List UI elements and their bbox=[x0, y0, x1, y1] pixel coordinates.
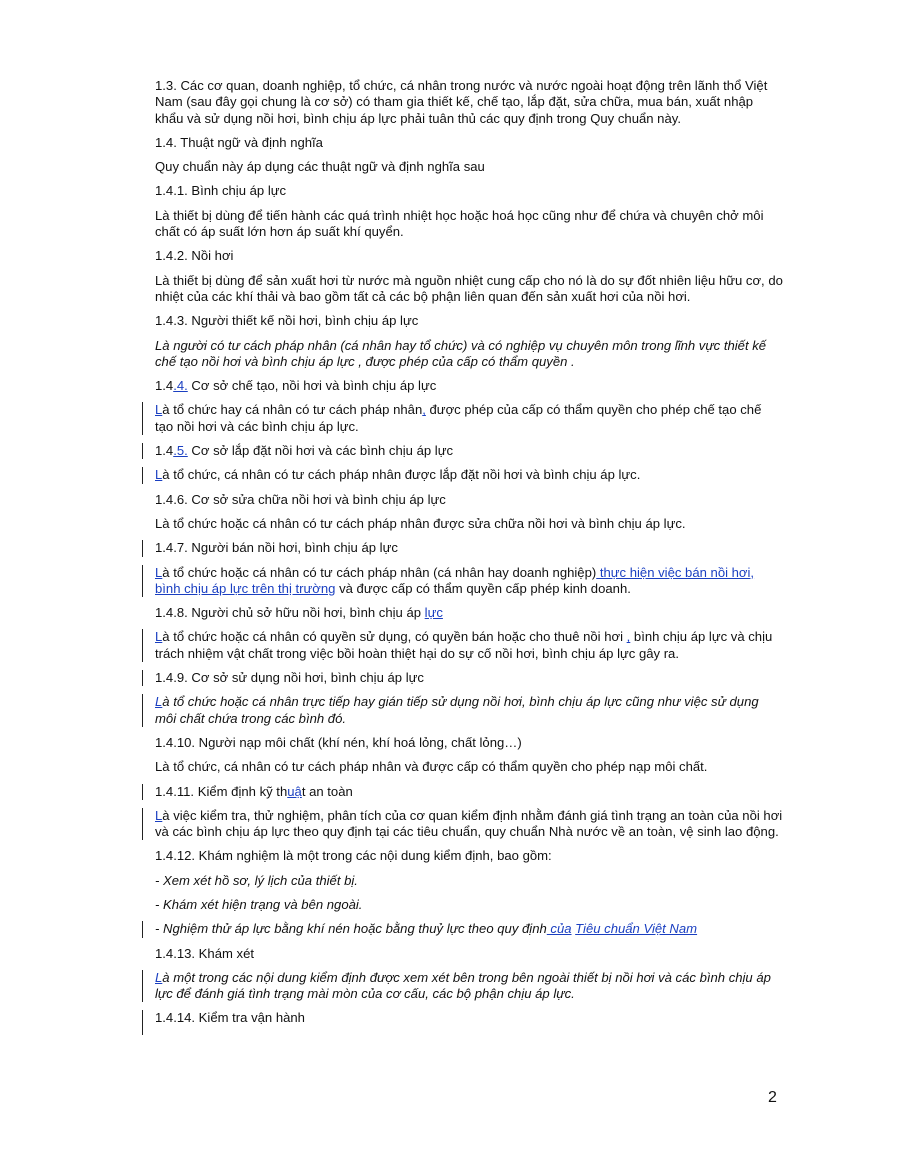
paragraph bbox=[155, 516, 783, 532]
text-run: 1.4.9. Cơ sở sử dụng nồi hơi, bình chịu áp lực bbox=[155, 670, 424, 686]
document-body bbox=[155, 78, 783, 1035]
tracked-insertion: L bbox=[155, 629, 163, 645]
paragraph bbox=[155, 848, 783, 864]
text-run: bình chịu áp lực và chịu trách nhiệm vật chất trong việc bồi hoàn thiệt hại do sự cố nồi hơi, bình chịu áp lực gây ra. bbox=[155, 629, 773, 661]
paragraph bbox=[155, 784, 783, 800]
revision-change-bar bbox=[142, 540, 143, 556]
paragraph bbox=[155, 1010, 783, 1026]
page-number: 2 bbox=[768, 1089, 777, 1106]
tracked-insertion: L bbox=[155, 467, 163, 483]
revision-change-bar bbox=[142, 402, 143, 435]
paragraph bbox=[155, 759, 783, 775]
paragraph bbox=[155, 159, 783, 175]
paragraph bbox=[155, 135, 783, 151]
paragraph bbox=[155, 273, 783, 306]
paragraph bbox=[155, 78, 783, 127]
text-run: à tổ chức hoặc cá nhân có tư cách pháp nhân (cá nhân hay doanh nghiệp) bbox=[162, 564, 597, 580]
text-run: Cơ sở lắp đặt nồi hơi và các bình chịu áp lực bbox=[187, 443, 454, 459]
paragraph bbox=[155, 313, 783, 329]
text-run: Là tổ chức hoặc cá nhân có tư cách pháp nhân được sửa chữa nồi hơi và bình chịu áp lực. bbox=[155, 515, 686, 531]
paragraph bbox=[155, 897, 783, 913]
revision-change-bar bbox=[142, 808, 143, 841]
revision-change-bar bbox=[142, 670, 143, 686]
revision-change-bar bbox=[142, 467, 143, 483]
text-run: Quy chuẩn này áp dụng các thuật ngữ và định nghĩa sau bbox=[155, 159, 485, 175]
text-run: 1.4.13. Khám xét bbox=[155, 945, 254, 961]
text-run: 1.4.12. Khám nghiệm là một trong các nội dung kiểm định, bao gồm: bbox=[155, 848, 552, 864]
paragraph bbox=[155, 808, 783, 841]
text-run: Là thiết bị dùng để sản xuất hơi từ nước mà nguồn nhiệt cung cấp cho nó là do sự đốt nhiên liệu hữu cơ, do nhiệt của các khí thải và bao gồm tất cả các bộ phận liên quan đến sản xuất hơi của nồi hơi. bbox=[155, 272, 783, 304]
text-run: 1.4.7. Người bán nồi hơi, bình chịu áp lực bbox=[155, 540, 398, 556]
tracked-insertion: L bbox=[155, 694, 163, 710]
paragraph bbox=[155, 565, 783, 598]
text-run: 1.4 bbox=[155, 378, 174, 394]
paragraph bbox=[155, 402, 783, 435]
text-run: 1.4. Thuật ngữ và định nghĩa bbox=[155, 134, 323, 150]
tracked-insertion: , bbox=[422, 402, 426, 418]
paragraph bbox=[155, 629, 783, 662]
tracked-insertion: thực hiện việc bán nồi hơi, bình chịu áp lực trên thị trường bbox=[155, 564, 755, 596]
text-run: à một trong các nội dung kiểm định được xem xét bên trong bên ngoài thiết bị nồi hơi và các bình chịu áp lực để đánh giá tình trạng mài mòn của cơ cấu, các bộ phận chịu áp lực. bbox=[155, 969, 771, 1002]
text-run: 1.4.6. Cơ sở sửa chữa nồi hơi và bình chịu áp lực bbox=[155, 491, 446, 507]
paragraph bbox=[155, 670, 783, 686]
tracked-insertion: Tiêu chuẩn Việt Nam bbox=[575, 921, 698, 937]
text-run: Là tổ chức, cá nhân có tư cách pháp nhân và được cấp có thẩm quyền cho phép nạp môi chất. bbox=[155, 759, 708, 775]
revision-change-bar bbox=[142, 784, 143, 800]
tracked-insertion: .4. bbox=[173, 378, 188, 394]
text-run: - Xem xét hồ sơ, lý lịch của thiết bị. bbox=[155, 872, 358, 888]
text-run: à tổ chức hoặc cá nhân trực tiếp hay gián tiếp sử dụng nồi hơi, bình chịu áp lực cũng như việc sử dụng môi chất chứa trong các bình đó. bbox=[155, 694, 759, 726]
text-run: được phép của cấp có thẩm quyền cho phép chế tạo chế tạo nồi hơi và các bình chịu áp lực. bbox=[155, 402, 762, 434]
text-run: 1.4.8. Người chủ sở hữu nồi hơi, bình chịu áp bbox=[155, 605, 425, 621]
paragraph bbox=[155, 921, 783, 937]
text-run: Cơ sở chế tạo, nồi hơi và bình chịu áp lực bbox=[187, 378, 437, 394]
paragraph bbox=[155, 467, 783, 483]
tracked-insertion: L bbox=[155, 969, 163, 985]
text-run: 1.4.3. Người thiết kế nồi hơi, bình chịu áp lực bbox=[155, 313, 419, 329]
paragraph bbox=[155, 605, 783, 621]
paragraph bbox=[155, 443, 783, 459]
revision-change-bar bbox=[142, 629, 143, 662]
revision-change-bar bbox=[142, 921, 143, 937]
revision-change-bar bbox=[142, 565, 143, 598]
text-run: 1.3. Các cơ quan, doanh nghiệp, tổ chức, cá nhân trong nước và nước ngoài hoạt động trên lãnh thổ Việt Nam (sau đây gọi chung là cơ sở) có tham gia thiết kế, chế tạo, lắp đặt, sửa chữa, mua bán, xuất nhập khẩu và sử dụng nồi hơi, bình chịu áp lực phải tuân thủ các quy định trong Quy chuẩn này. bbox=[155, 78, 768, 126]
text-run: 1.4 bbox=[155, 443, 174, 459]
revision-change-bar bbox=[142, 694, 143, 727]
revision-change-bar bbox=[142, 1010, 143, 1034]
text-run: 1.4.1. Bình chịu áp lực bbox=[155, 183, 287, 199]
paragraph bbox=[155, 378, 783, 394]
tracked-insertion: L bbox=[155, 807, 163, 823]
text-run: Là thiết bị dùng để tiến hành các quá trình nhiệt học hoặc hoá học cũng như để chứa và chuyên chở môi chất có áp suất lớn hơn áp suất khí quyển. bbox=[155, 207, 764, 240]
tracked-insertion: L bbox=[155, 402, 163, 418]
text-run: t an toàn bbox=[301, 783, 353, 799]
text-run: 1.4.14. Kiểm tra vận hành bbox=[155, 1010, 305, 1026]
tracked-insertion: L bbox=[155, 564, 163, 580]
text-run: 1.4.11. Kiểm định kỹ th bbox=[155, 783, 288, 799]
paragraph bbox=[155, 735, 783, 751]
tracked-insertion: của bbox=[546, 921, 572, 937]
text-run: 1.4.10. Người nạp môi chất (khí nén, khí hoá lỏng, chất lỏng…) bbox=[155, 734, 522, 750]
paragraph bbox=[155, 970, 783, 1003]
text-run: Là người có tư cách pháp nhân (cá nhân hay tổ chức) và có nghiệp vụ chuyên môn trong lĩnh vực thiết kế chế tạo nồi hơi và bình chịu áp lực , được phép của cấp có thẩm quyền . bbox=[155, 337, 767, 369]
paragraph bbox=[155, 540, 783, 556]
paragraph bbox=[155, 248, 783, 264]
text-run: à tổ chức hay cá nhân có tư cách pháp nhân bbox=[162, 402, 423, 418]
text-run: - Khám xét hiện trạng và bên ngoài. bbox=[155, 896, 363, 912]
text-run: và được cấp có thẩm quyền cấp phép kinh doanh. bbox=[335, 580, 631, 596]
paragraph bbox=[155, 492, 783, 508]
tracked-insertion: lực bbox=[424, 605, 443, 621]
revision-change-bar bbox=[142, 443, 143, 459]
paragraph bbox=[155, 946, 783, 962]
paragraph bbox=[155, 208, 783, 241]
paragraph bbox=[155, 873, 783, 889]
tracked-insertion: , bbox=[626, 629, 631, 645]
paragraph bbox=[155, 183, 783, 199]
text-run: à tổ chức hoặc cá nhân có quyền sử dụng, có quyền bán hoặc cho thuê nồi hơi bbox=[162, 629, 627, 645]
text-run: - Nghiệm thử áp lực bằng khí nén hoặc bằng thuỷ lực theo quy định bbox=[155, 921, 547, 937]
text-run: à tổ chức, cá nhân có tư cách pháp nhân được lắp đặt nồi hơi và bình chịu áp lực. bbox=[162, 467, 641, 483]
tracked-insertion: .5. bbox=[173, 443, 188, 459]
revision-change-bar bbox=[142, 970, 143, 1003]
paragraph bbox=[155, 694, 783, 727]
text-run: 1.4.2. Nồi hơi bbox=[155, 248, 234, 264]
paragraph bbox=[155, 338, 783, 371]
text-run: à việc kiểm tra, thử nghiệm, phân tích của cơ quan kiểm định nhằm đánh giá tình trạng an toàn của nồi hơi và các bình chịu áp lực theo quy định tại các tiêu chuẩn, quy chuẩn Nhà nước về an toàn, vệ sinh lao động. bbox=[155, 807, 783, 840]
tracked-insertion: uậ bbox=[287, 783, 302, 799]
